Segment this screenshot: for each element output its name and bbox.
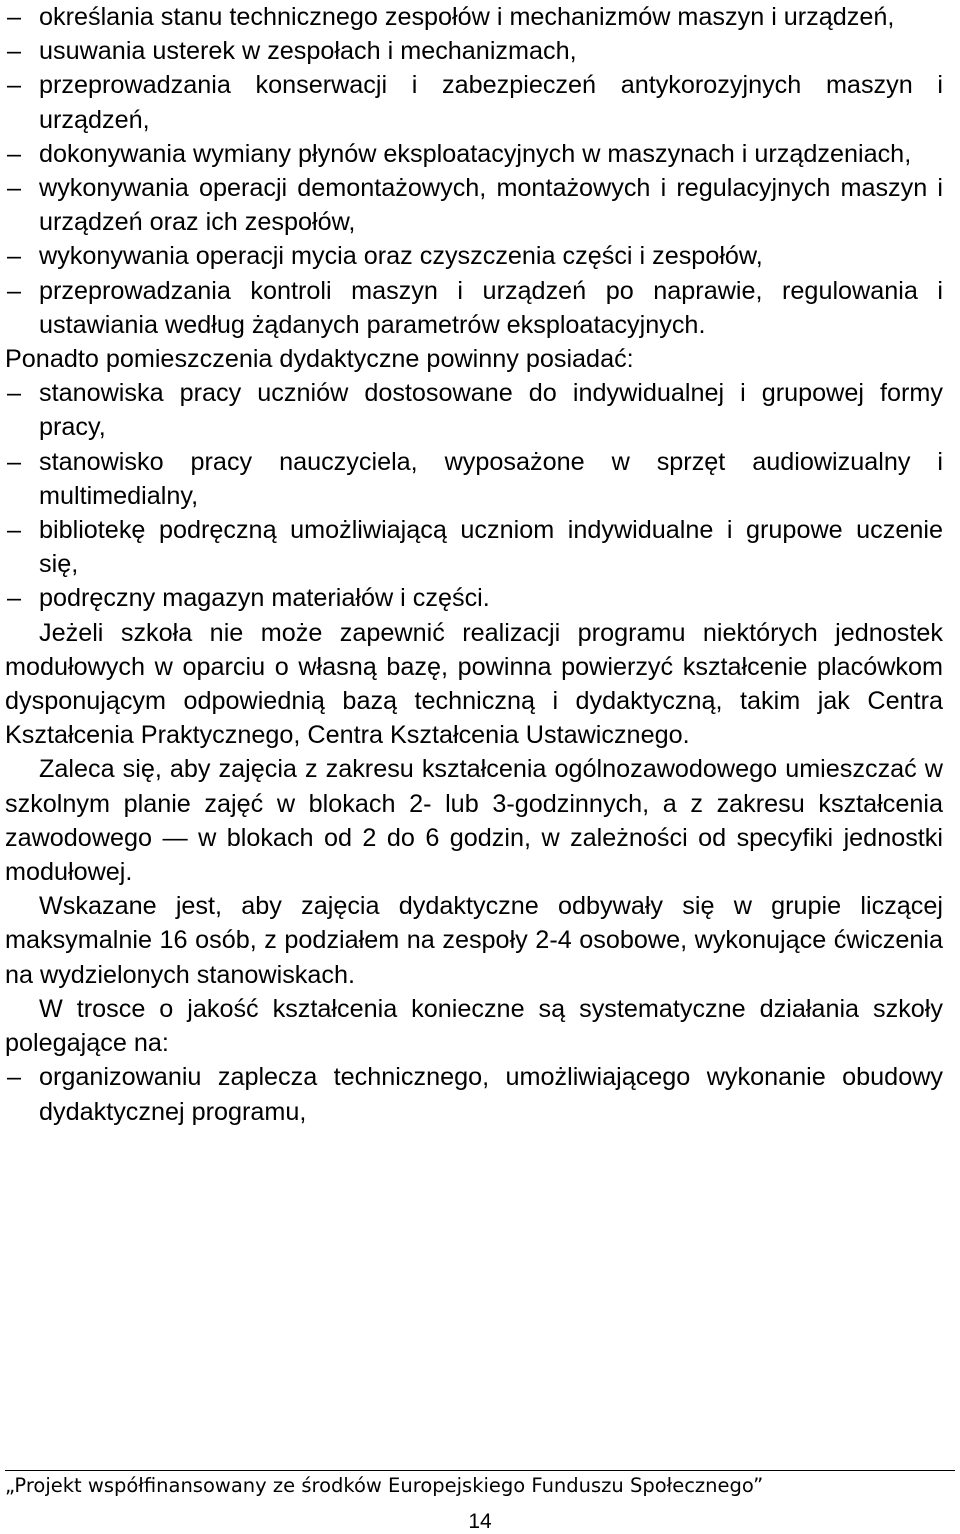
dash-bullet: – — [7, 1063, 22, 1092]
list-item — [5, 1060, 943, 1128]
list-item — [5, 34, 943, 68]
list-item — [5, 239, 943, 273]
page-number: 14 — [468, 1510, 492, 1533]
list-item — [5, 171, 943, 239]
paragraph: Wskazane jest, aby zajęcia dydaktyczne odbywały się w grupie liczącej maksymalnie 16 osób, z podziałem na zespoły 2-4 osobowe, wykonujące ćwiczenia na wydzielonych stanowiskach. — [5, 892, 943, 989]
list-item-text: wykonywania operacji demontażowych, montażowych i regulacyjnych maszyn i urządzeń oraz ich zespołów, — [39, 174, 943, 237]
list-item — [5, 137, 943, 171]
dash-bullet: – — [7, 276, 22, 305]
dash-bullet: – — [7, 139, 22, 168]
dash-bullet: – — [7, 584, 22, 613]
classroom-equipment-list — [5, 376, 943, 615]
list-item-text: bibliotekę podręczną umożliwiającą uczniom indywidualne i grupowe uczenie się, — [39, 516, 943, 579]
dash-bullet: – — [7, 174, 22, 203]
dash-bullet: – — [7, 3, 22, 31]
footer-rule — [5, 1470, 955, 1471]
list-item-text: przeprowadzania kontroli maszyn i urządzeń po naprawie, regulowania i ustawiania według żądanych parametrów eksploatacyjnych. — [39, 276, 943, 339]
paragraph: Zaleca się, aby zajęcia z zakresu kształcenia ogólnozawodowego umieszczać w szkolnym planie zajęć w blokach 2- lub 3-godzinnych, a z zakresu kształcenia zawodowego — w blokach od 2 do 6 godzin, w zależności od specyfiki jednostki modułowej. — [5, 755, 943, 887]
list-item-text: stanowisko pracy nauczyciela, wyposażone w sprzęt audiowizualny i multimedialny, — [39, 447, 943, 510]
paragraph: W trosce o jakość kształcenia konieczne są systematyczne działania szkoły polegające na: — [5, 994, 943, 1058]
list-item — [5, 68, 943, 136]
list-item-text: określania stanu technicznego zespołów i mechanizmów maszyn i urządzeń, — [39, 3, 895, 31]
paragraph: Jeżeli szkoła nie może zapewnić realizacji programu niektórych jednostek modułowych w oparciu o własną bazę, powinna powierzyć kształcenie placówkom dysponującym odpowiednią bazą techniczną i dydaktyczną, takim jak Centra Kształcenia Praktycznego, Centra Kształcenia Ustawicznego. — [5, 618, 943, 750]
list-item — [5, 445, 943, 513]
list-item — [5, 274, 943, 342]
list-item-text: przeprowadzania konserwacji i zabezpieczeń antykorozyjnych maszyn i urządzeń, — [39, 71, 943, 134]
list-item-text: podręczny magazyn materiałów i części. — [39, 584, 490, 613]
list-item — [5, 513, 943, 581]
dash-bullet: – — [7, 379, 22, 408]
list-item-text: usuwania usterek w zespołach i mechanizmach, — [39, 37, 577, 66]
footer-text: „Projekt współfinansowany ze środków Europejskiego Funduszu Społecznego” — [5, 1474, 764, 1497]
list-item — [5, 376, 943, 444]
dash-bullet: – — [7, 242, 22, 271]
paragraph-intro: Ponadto pomieszczenia dydaktyczne powinny posiadać: — [5, 345, 634, 374]
list-item-text: wykonywania operacji mycia oraz czyszczenia części i zespołów, — [39, 242, 763, 271]
list-item — [5, 0, 943, 34]
list-item-text: organizowaniu zaplecza technicznego, umożliwiającego wykonanie obudowy dydaktycznej programu, — [39, 1063, 943, 1126]
technical-skills-list — [5, 0, 943, 342]
list-item-text: stanowiska pracy uczniów dostosowane do indywidualnej i grupowej formy pracy, — [39, 379, 943, 442]
document-body — [5, 0, 943, 1129]
list-item-text: dokonywania wymiany płynów eksploatacyjnych w maszynach i urządzeniach, — [39, 139, 912, 168]
list-item — [5, 581, 943, 615]
dash-bullet: – — [7, 516, 22, 545]
dash-bullet: – — [7, 447, 22, 476]
school-actions-list — [5, 1060, 943, 1128]
dash-bullet: – — [7, 71, 22, 100]
dash-bullet: – — [7, 37, 22, 66]
